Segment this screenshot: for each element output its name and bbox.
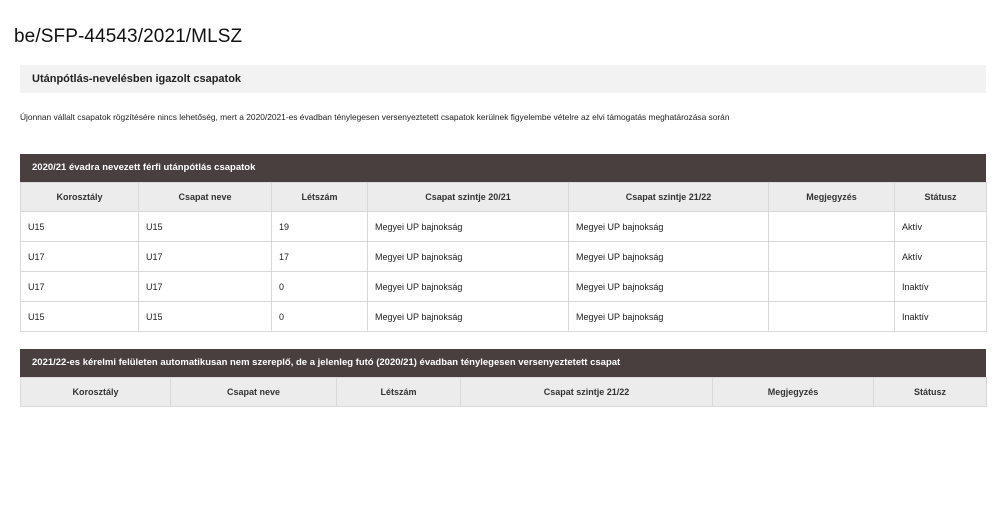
cell-note [769, 272, 895, 302]
cell-note [769, 302, 895, 332]
table-row [21, 272, 987, 302]
extra-teams-title: 2021/22-es kérelmi felületen automatikusan nem szereplő, de a jelenleg futó (2020/21) évadban ténylegesen versenyeztetett csapat [20, 349, 986, 377]
column-header-level-2122: Csapat szintje 21/22 [569, 183, 769, 212]
cell-age-group: U15 [21, 212, 139, 242]
column-header-headcount: Létszám [337, 378, 461, 407]
cell-age-group: U15 [21, 302, 139, 332]
column-header-note: Megjegyzés [769, 183, 895, 212]
column-header-status: Státusz [895, 183, 987, 212]
column-header-age-group: Korosztály [21, 183, 139, 212]
table-header-row [21, 183, 987, 212]
cell-headcount: 0 [272, 302, 368, 332]
registered-teams-table [20, 182, 987, 332]
cell-age-group: U17 [21, 272, 139, 302]
cell-headcount: 0 [272, 272, 368, 302]
cell-age-group: U17 [21, 242, 139, 272]
cell-level-2122: Megyei UP bajnokság [569, 272, 769, 302]
column-header-level-2122: Csapat szintje 21/22 [461, 378, 713, 407]
cell-level-2021: Megyei UP bajnokság [368, 302, 569, 332]
cell-status: Aktív [895, 212, 987, 242]
table-row [21, 242, 987, 272]
column-header-note: Megjegyzés [713, 378, 874, 407]
cell-level-2122: Megyei UP bajnokság [569, 302, 769, 332]
table-row [21, 302, 987, 332]
cell-level-2122: Megyei UP bajnokság [569, 212, 769, 242]
column-header-age-group: Korosztály [21, 378, 171, 407]
registered-teams-panel [20, 154, 986, 332]
column-header-level-2021: Csapat szintje 20/21 [368, 183, 569, 212]
document-title: be/SFP-44543/2021/MLSZ [14, 26, 243, 47]
cell-status: Inaktív [895, 302, 987, 332]
table-header-row [21, 378, 987, 407]
column-header-team-name: Csapat neve [139, 183, 272, 212]
cell-status: Inaktív [895, 272, 987, 302]
cell-team-name: U15 [139, 302, 272, 332]
column-header-status: Státusz [874, 378, 987, 407]
cell-headcount: 19 [272, 212, 368, 242]
column-header-headcount: Létszám [272, 183, 368, 212]
cell-level-2021: Megyei UP bajnokság [368, 212, 569, 242]
column-header-team-name: Csapat neve [171, 378, 337, 407]
cell-level-2021: Megyei UP bajnokság [368, 242, 569, 272]
cell-team-name: U15 [139, 212, 272, 242]
cell-team-name: U17 [139, 272, 272, 302]
extra-teams-table [20, 377, 987, 407]
cell-note [769, 212, 895, 242]
cell-level-2021: Megyei UP bajnokság [368, 272, 569, 302]
cell-status: Aktív [895, 242, 987, 272]
cell-level-2122: Megyei UP bajnokság [569, 242, 769, 272]
notice-text: Újonnan vállalt csapatok rögzítésére nincs lehetőség, mert a 2020/2021-es évadban ténylegesen versenyeztetett csapatok kerülnek figyelembe vételre az elvi támogatás meghatározása során [20, 112, 730, 122]
cell-team-name: U17 [139, 242, 272, 272]
registered-teams-title: 2020/21 évadra nevezett férfi utánpótlás csapatok [20, 154, 986, 182]
table-row [21, 212, 987, 242]
cell-note [769, 242, 895, 272]
extra-teams-panel [20, 349, 986, 407]
cell-headcount: 17 [272, 242, 368, 272]
section-header: Utánpótlás-nevelésben igazolt csapatok [20, 65, 986, 93]
